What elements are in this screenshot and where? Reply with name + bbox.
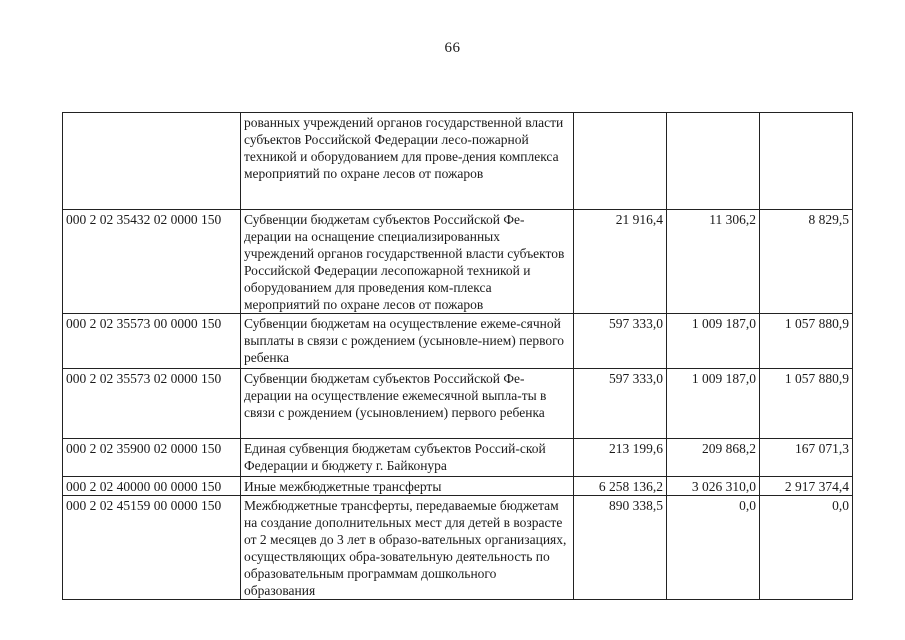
value-cell-2: 1 009 187,0 (667, 369, 760, 439)
description-cell: Субвенции бюджетам субъектов Российской Фе-дерации на оснащение специализированных учреждений органов государственной власти субъектов Российской Федерации лесопожарной техникой и оборудованием для проведения ком-плекса мероприятий по охране лесов от пожаров (241, 210, 574, 314)
budget-code-cell: 000 2 02 40000 00 0000 150 (63, 477, 241, 496)
value-cell-2: 3 026 310,0 (667, 477, 760, 496)
table-row (63, 496, 853, 600)
value-cell-3: 167 071,3 (760, 439, 853, 477)
value-cell-2 (667, 113, 760, 210)
description-cell: Иные межбюджетные трансферты (241, 477, 574, 496)
table-row (63, 369, 853, 439)
description-cell: Субвенции бюджетам субъектов Российской Фе-дерации на осуществление ежемесячной выпла-ты в связи с рождением (усыновлением) первого ребенка (241, 369, 574, 439)
value-cell-1 (574, 113, 667, 210)
value-cell-1: 890 338,5 (574, 496, 667, 600)
value-cell-1: 597 333,0 (574, 314, 667, 369)
value-cell-3: 2 917 374,4 (760, 477, 853, 496)
value-cell-3: 1 057 880,9 (760, 314, 853, 369)
table-row (63, 314, 853, 369)
value-cell-3: 8 829,5 (760, 210, 853, 314)
budget-code-cell: 000 2 02 35573 00 0000 150 (63, 314, 241, 369)
budget-table (62, 112, 853, 600)
description-cell: Субвенции бюджетам на осуществление ежеме-сячной выплаты в связи с рождением (усыновле-нием) первого ребенка (241, 314, 574, 369)
value-cell-2: 11 306,2 (667, 210, 760, 314)
budget-code-cell: 000 2 02 35900 02 0000 150 (63, 439, 241, 477)
value-cell-2: 209 868,2 (667, 439, 760, 477)
description-cell: Межбюджетные трансферты, передаваемые бюджетам на создание дополнительных мест для детей в возрасте от 2 месяцев до 3 лет в образо-вательных организациях, осуществляющих обра-зовательную деятельность по образовательным программам дошкольного образования (241, 496, 574, 600)
table-row (63, 210, 853, 314)
value-cell-2: 0,0 (667, 496, 760, 600)
table-row (63, 439, 853, 477)
value-cell-1: 597 333,0 (574, 369, 667, 439)
description-cell: рованных учреждений органов государственной власти субъектов Российской Федерации лесо-пожарной техникой и оборудованием для прове-дения комплекса мероприятий по охране лесов от пожаров (241, 113, 574, 210)
budget-code-cell: 000 2 02 45159 00 0000 150 (63, 496, 241, 600)
value-cell-2: 1 009 187,0 (667, 314, 760, 369)
budget-code-cell: 000 2 02 35573 02 0000 150 (63, 369, 241, 439)
value-cell-3: 1 057 880,9 (760, 369, 853, 439)
table-row (63, 477, 853, 496)
value-cell-1: 213 199,6 (574, 439, 667, 477)
table-row (63, 113, 853, 210)
budget-code-cell (63, 113, 241, 210)
value-cell-3: 0,0 (760, 496, 853, 600)
description-cell: Единая субвенция бюджетам субъектов Россий-ской Федерации и бюджету г. Байконура (241, 439, 574, 477)
value-cell-1: 21 916,4 (574, 210, 667, 314)
value-cell-3 (760, 113, 853, 210)
budget-code-cell: 000 2 02 35432 02 0000 150 (63, 210, 241, 314)
page-number: 66 (444, 40, 461, 56)
value-cell-1: 6 258 136,2 (574, 477, 667, 496)
